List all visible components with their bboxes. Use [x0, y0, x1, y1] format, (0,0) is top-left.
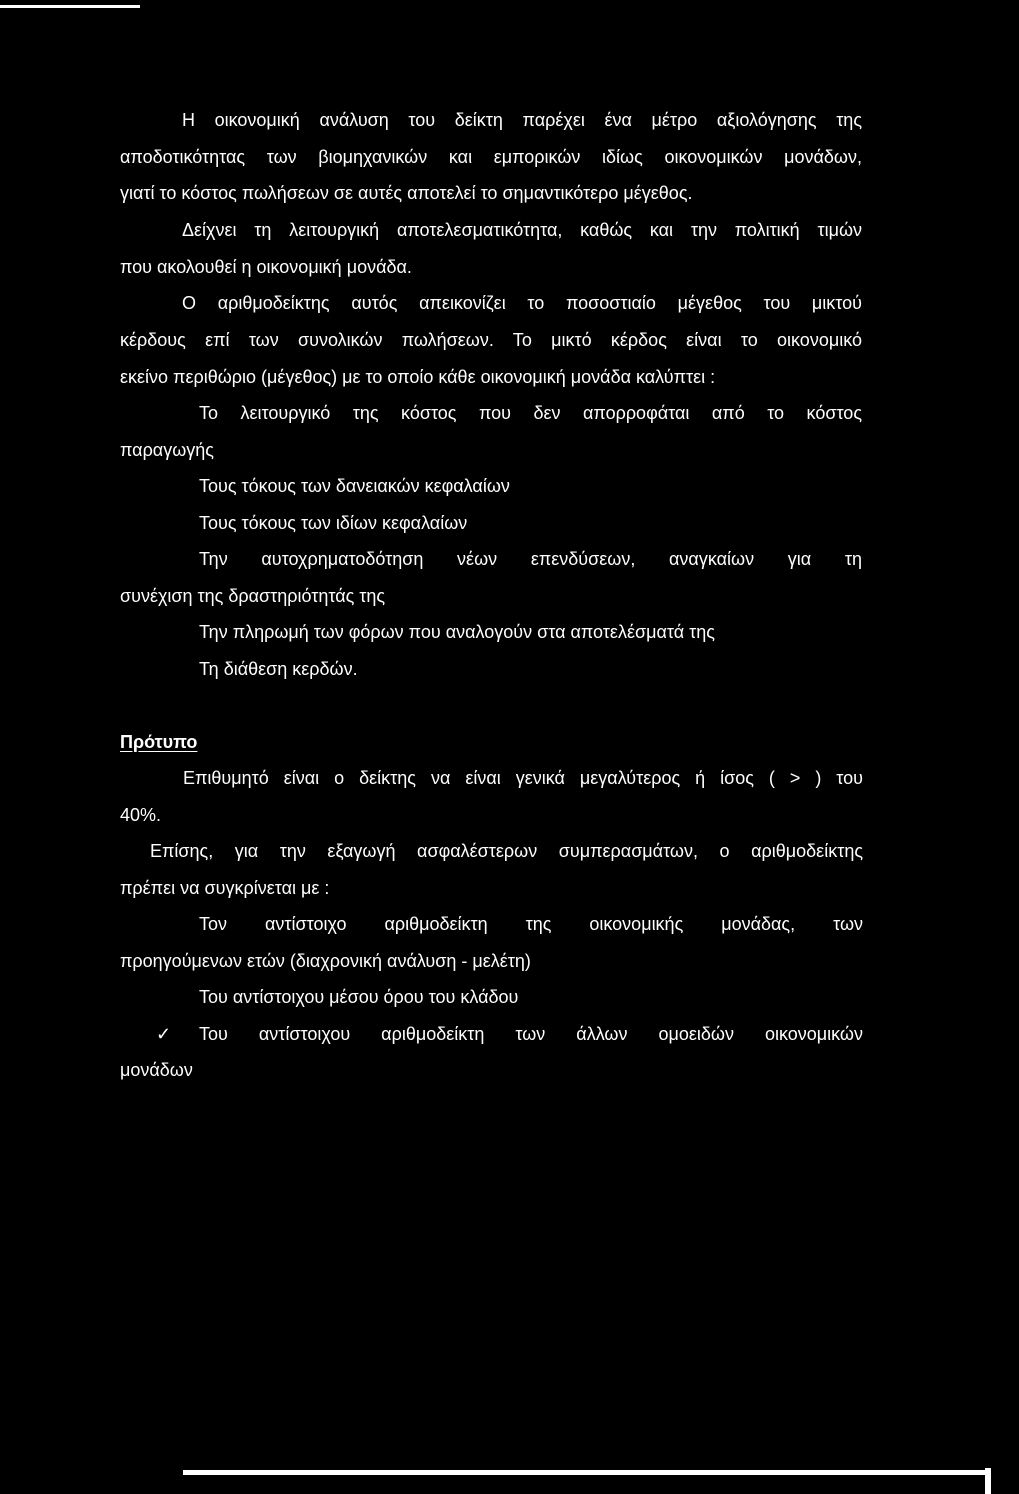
- paragraph2-line-1: Δείχνει τη λειτουργική αποτελεσματικότητα, καθώς και την πολιτική τιμών: [182, 220, 862, 240]
- comparison-intro-line-2: πρέπει να συγκρίνεται με :: [120, 878, 330, 898]
- standard-text-line-1: Επιθυμητό είναι ο δείκτης να είναι γενικά μεγαλύτερος ή ίσος ( > ) του: [183, 768, 863, 788]
- standard-text-line-2: 40%.: [120, 805, 162, 825]
- coverage-item-1: Το λειτουργικό της κόστος που δεν απορροφάται από το κόστος: [199, 403, 862, 423]
- comparison-item-1: Τον αντίστοιχο αριθμοδείκτη της οικονομικής μονάδας, των: [199, 914, 863, 934]
- coverage-item-2: Τους τόκους των δανειακών κεφαλαίων: [199, 476, 510, 496]
- scan-artifact-bottom-edge: [985, 1468, 991, 1494]
- comparison-intro-line-1: Επίσης, για την εξαγωγή ασφαλέστερων συμπερασμάτων, ο αριθμοδείκτης: [150, 841, 863, 861]
- scan-artifact-bottom-line: [183, 1470, 991, 1475]
- coverage-item-3: Τους τόκους των ιδίων κεφαλαίων: [199, 513, 468, 533]
- checkmark-icon: ✓: [156, 1024, 172, 1044]
- coverage-item-4-continued: συνέχιση της δραστηριότητάς της: [120, 586, 386, 606]
- paragraph1-line-1: Η οικονομική ανάλυση του δείκτη παρέχει ένα μέτρο αξιολόγησης της: [182, 110, 862, 130]
- paragraph3-line-3: εκείνο περιθώριο (μέγεθος) με το οποίο κάθε οικονομική μονάδα καλύπτει :: [120, 367, 716, 387]
- coverage-item-4: Την αυτοχρηματοδότηση νέων επενδύσεων, αναγκαίων για τη: [199, 549, 862, 569]
- paragraph2-line-2: που ακολουθεί η οικονομική μονάδα.: [120, 257, 412, 277]
- coverage-item-5: Την πληρωμή των φόρων που αναλογούν στα αποτελέσματά της: [199, 622, 715, 642]
- paragraph1-line-2: αποδοτικότητας των βιομηχανικών και εμπορικών ιδίως οικονομικών μονάδων,: [120, 147, 862, 167]
- paragraph3-line-2: κέρδους επί των συνολικών πωλήσεων. Το μικτό κέρδος είναι το οικονομικό: [120, 330, 862, 350]
- standard-heading: Πρότυπο: [120, 732, 198, 752]
- comparison-item-1-continued: προηγούμενων ετών (διαχρονική ανάλυση - μελέτη): [120, 951, 531, 971]
- coverage-item-1-continued: παραγωγής: [120, 440, 214, 460]
- comparison-item-3-continued: μονάδων: [120, 1060, 193, 1080]
- scan-artifact-top-line: [0, 5, 140, 8]
- comparison-item-2: Του αντίστοιχου μέσου όρου του κλάδου: [199, 987, 519, 1007]
- paragraph3-line-1: Ο αριθμοδείκτης αυτός απεικονίζει το ποσοστιαίο μέγεθος του μικτού: [182, 293, 862, 313]
- paragraph1-line-3: γιατί το κόστος πωλήσεων σε αυτές αποτελεί το σημαντικότερο μέγεθος.: [120, 183, 693, 203]
- comparison-item-3: Του αντίστοιχου αριθμοδείκτη των άλλων ομοειδών οικονομικών: [199, 1024, 863, 1044]
- coverage-item-6: Τη διάθεση κερδών.: [199, 659, 358, 679]
